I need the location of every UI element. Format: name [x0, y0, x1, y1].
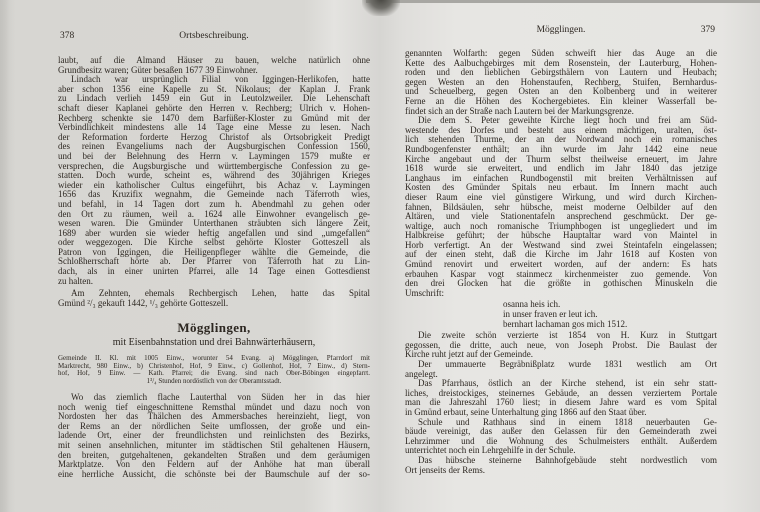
left-page: [58, 30, 370, 479]
text-line: Gmünd ²/₃ gekauft 1442, ¹/₃ gehörte Gotteszell.: [58, 298, 229, 308]
text-line: 1656 das Kruzifix wegnahm, die Gemeinde nach Täferroth wies,: [58, 190, 370, 200]
text-line: Horb verfertigt. An der Westwand sind zwei Steintafeln eingelassen;: [405, 240, 717, 250]
text-line: eine herrliche Aussicht, die schönste bei der Baumschule auf der so-: [58, 469, 370, 479]
right-page: [405, 24, 717, 475]
text-line: Halbkreise geführt; der hübsche Hauptaltar ward von Maintel in: [405, 231, 717, 241]
text-line: Kosten des Gmünder Spitals neu erbaut. Im Innern macht auch: [405, 183, 717, 193]
paragraph-lage: [58, 393, 370, 479]
text-line: Gmünd renovirt und erweitert worden, auf der andern: Es hats: [405, 260, 717, 270]
text-line: Schule und Rathhaus sind in einem 1818 neuerbauten Ge-: [418, 417, 717, 427]
text-line: Am Zehnten, ehemals Rechbergisch Lehen, hatte das Spital: [71, 289, 370, 299]
paragraph-bahnhof: [405, 456, 717, 475]
text-line: man die Jahreszahl 1760 liest; in diesem Jahre ward es vom Spital: [405, 398, 717, 408]
verse-glocke: [503, 300, 717, 329]
paragraph-begraebnisplatz: [405, 360, 717, 379]
text-line: Gemeinde II. Kl. mit 1005 Einw., worunter 54 Evang. a) Mögglingen, Pfarrdorf mit: [58, 355, 370, 363]
text-line: laubt, auf die Almand Häuser zu bauen, welche natürlich ohne: [58, 56, 370, 65]
text-line: der Reformation forderte Herzog Christof als Ortsobrigkeit Predigt: [58, 132, 370, 142]
subheading-bahnstation: [58, 337, 370, 349]
page-number: 378: [60, 31, 75, 41]
gutter-shadow: [362, 0, 400, 16]
left-page-text: [58, 56, 370, 479]
paragraph-glocken: [405, 331, 717, 360]
paragraph-pfarrhaus: [405, 379, 717, 417]
text-line: schaft dieser Kaplanei gehörte den Herren v. Rechberg; Ulrich v. Hohen-: [58, 103, 370, 113]
text-line: statten. Doch wurde, scheint es, während des 30jährigen Krieges: [58, 171, 370, 181]
text-line: oder weggezogen. Die Kirche selbst gehörte Kloster Gotteszell als: [58, 238, 370, 248]
text-line: Die zweite schön verzierte ist 1854 von H. Kurz in Stuttgart: [418, 331, 717, 341]
text-line: Wo das ziemlich flache Lauterthal von Süden her in das hier: [71, 393, 370, 402]
text-line: bäude vereinigt, das außer den Gelassen für den Gemeinderath zwei: [405, 427, 717, 437]
text-line: des reinen Evangeliums nach der Augsburgischen Confession 1560,: [58, 142, 370, 152]
text-line: Der ummauerte Begräbnißplatz wurde 1831 westlich am Ort: [418, 360, 717, 369]
heading-moegglingen: [58, 320, 370, 335]
text-line: gegen Westen an den Hohenstaufen, Rechberg, Stuifen, Bernhardus-: [405, 77, 717, 87]
text-line: den breiten, gutgehaltenen, gekandelten Straßen und dem geräumigen: [58, 450, 370, 460]
paragraph-zehnten: [58, 289, 370, 308]
text-line: Altären, und viele Stationentafeln ansprechend geschmückt. Der ge-: [405, 212, 717, 222]
text-line: 1689 aber wurden sie wieder heftig angefallen und sind „umgefallen“: [58, 228, 370, 238]
text-line: unterrichtet noch ein Lehrgehilfe in der Schule.: [405, 446, 576, 456]
text-line: wieder ein katholischer Cultus eingeführt, bis Achaz v. Laymingen: [58, 180, 370, 190]
text-line: 1618 wurde sie erweitert, und endlich im Jahr 1840 das jetzige: [405, 164, 717, 174]
text-line: und bei der Belehnung des Herrn v. Laymingen 1579 mußte er: [58, 151, 370, 161]
text-line: Umschrift:: [405, 288, 444, 298]
text-line: zu halten.: [58, 276, 93, 286]
text-line: dach, als in einer unirten Pfarrei, alle 14 Tage einen Gottesdienst: [58, 267, 370, 277]
paragraph-almand: [58, 56, 370, 75]
text-line: dieser Raum eine viel günstigere Wirkung, und wird durch Kirchen-: [405, 192, 717, 202]
scan-top-edge: [366, 0, 760, 3]
text-line: fahnen, Bildsäulen, sehr hübsche, meist moderne Oelbilder auf den: [405, 202, 717, 212]
text-line: osanna heis ich.: [503, 299, 561, 310]
text-line: angelegt.: [405, 369, 438, 379]
text-line: Lehrzimmer und die Wohnung des Schulmeisters enthält. Außerdem: [405, 436, 717, 446]
text-line: Langhaus im einfachen Rundbogenstil mit breiten Verhältnissen auf: [405, 173, 717, 183]
text-line: Das Pfarrhaus, östlich an der Kirche stehend, ist ein sehr statt-: [418, 379, 717, 389]
text-line: in unser fraven er leut ich.: [503, 309, 598, 320]
text-line: Schloßherrschaft hörte ab. Der Pfarrer von Täferroth hat zu Lin-: [58, 257, 370, 267]
text-line: in Gmünd erbaut, seine Unterhaltung ging 1866 auf den Staat über.: [405, 407, 647, 417]
text-line: 1³/₄ Stunden nordöstlich von der Oberamtsstadt.: [146, 377, 282, 385]
text-line: lich stehenden Thurme, der an der Nordwand noch ein romanisches: [405, 135, 717, 145]
text-line: zu Lindach verlieh 1459 ein Gut in Leutolzweiler. Die Lehenschaft: [58, 94, 370, 104]
running-title: Mögglingen.: [536, 25, 586, 35]
paragraph-kirche: [405, 116, 717, 298]
left-running-head: [58, 30, 370, 43]
text-line: den drei Glocken hat die größte in gothischen Minuskeln die: [405, 279, 717, 289]
text-line: westende des Dorfes und besteht aus einem mächtigen, uralten, öst-: [405, 125, 717, 135]
text-line: Ort jenseits der Rems.: [405, 465, 485, 475]
text-line: Lindach war ursprünglich Filial von Iggingen-Herlikofen, hatte: [71, 75, 370, 85]
paragraph-aussicht: [405, 49, 717, 116]
text-line: auf der einen steht, daß die Kirche im Jahr 1618 auf Kosten von: [405, 250, 717, 260]
text-line: versprechen, die Augsburgische und württembergische Confession zu ge-: [58, 161, 370, 171]
text-line: Kirche angebaut und der Thurm selbst theilweise erneuert, im Jahre: [405, 154, 717, 164]
text-line: Nordosten her das Thälchen des Ammersbaches hereinzieht, liegt, von: [58, 412, 370, 422]
text-line: Kirche ruht jetzt auf der Gemeinde.: [405, 350, 533, 360]
text-line: liches, dreistockiges, steinernes Gebäude, an dessen verziertem Portale: [405, 388, 717, 398]
text-line: Verbindlichkeit mindestens alle 14 Tage eine Messe zu lesen. Nach: [58, 123, 370, 133]
text-line: Rundbogenfenster enthält; an ihn wurde im Jahr 1442 eine neue: [405, 144, 717, 154]
text-line: Rechberg schenkte sie 1470 dem Barfüßer-Kloster zu Gmünd mit der: [58, 113, 370, 123]
text-line: noch wenig tief eingeschnittene Remsthal mündet und dazu noch von: [58, 402, 370, 412]
right-page-text: [405, 49, 717, 475]
scan-left-edge-shadow: [0, 0, 9, 512]
running-title: Ortsbeschreibung.: [179, 31, 249, 41]
text-line: gegossen, die dritte, auch neue, von Joseph Probst. Die Baulast der: [405, 340, 717, 350]
smallprint-gemeinde: [58, 355, 370, 385]
text-line: erbauhen Kaspar vogt stainmecz kirchenmeister zuo gemende. Von: [405, 269, 717, 279]
text-line: Das hübsche steinerne Bahnhofgebäude steht nordwestlich vom: [418, 455, 717, 465]
text-line: Die dem S. Peter geweihte Kirche liegt hoch und frei am Süd-: [418, 116, 717, 126]
page-number: 379: [700, 25, 715, 35]
text-line: Marktrecht, 980 Einw., b) Christenhof, Hof, 9 Einw., c) Gollenhof, Hof, 7 Einw., d) Stern-: [58, 362, 370, 370]
text-line: den Ort zu räumen, weil a. 1624 alle Einwohner evangelisch ge-: [58, 209, 370, 219]
text-line: bernhart lachaman gos mich 1512.: [503, 318, 628, 329]
paragraph-lindach: [58, 75, 370, 286]
text-line: mit seinen ansehnlichen, mitunter im städtischen Stil gehaltenen Häusern,: [58, 440, 370, 450]
text-line: mit Eisenbahnstation und drei Bahnwärterhäusern,: [112, 337, 316, 349]
text-line: Grundbesitz waren; Güter besaßen 1677 39 Einwohner.: [58, 65, 258, 75]
text-line: Mögglingen,: [177, 320, 251, 336]
text-line: der Rems an der nördlichen Seite umflossen, der große und ein-: [58, 421, 370, 431]
right-running-head: [405, 24, 717, 37]
text-line: Ferne an die Höhen des Kochergebietes. Ein kleiner Wasserfall be-: [405, 96, 717, 106]
text-line: genannten Wolfarth: gegen Süden schweift hier das Auge an die: [405, 49, 717, 58]
text-line: ladende Ort, einer der freundlichsten und reinlichsten des Bezirks,: [58, 431, 370, 441]
text-line: Patron von Iggingen, die Heiligenpfleger wählte die Gemeinde, die: [58, 247, 370, 257]
text-line: und befahl, in 14 Tagen dort zum h. Abendmahl zu gehen oder: [58, 199, 370, 209]
text-line: aber schon 1356 eine Kapelle zu St. Nikolaus; der Kaplan J. Frank: [58, 84, 370, 94]
text-line: hof, Hof, 9 Einw. — Kath. Pfarrei; die Evang. sind nach Ober-Böbingen eingepfarrt.: [58, 370, 370, 378]
text-line: Kette des Aalbuchgebirges mit dem Rosenstein, der Lauterburg, Hohen-: [405, 58, 717, 68]
text-line: waltige, auch noch romanische Triumphbogen ist ungegliedert und im: [405, 221, 717, 231]
text-line: wesen waren. Die Gmünder Unterthanen sträubten sich längere Zeit,: [58, 219, 370, 229]
paragraph-schule: [405, 418, 717, 456]
text-line: und Scheuelberg, gegen Osten an den Kolbenberg und in weiterer: [405, 87, 717, 97]
text-line: roden und den lieblichen Gebirgsthälern von Lautern und Heubach;: [405, 68, 717, 78]
text-line: Marktplatze. Von den Feldern auf der Anhöhe hat man überall: [58, 460, 370, 470]
text-line: findet sich an der Straße nach Lautern bei der Markungsgrenze.: [405, 106, 634, 116]
